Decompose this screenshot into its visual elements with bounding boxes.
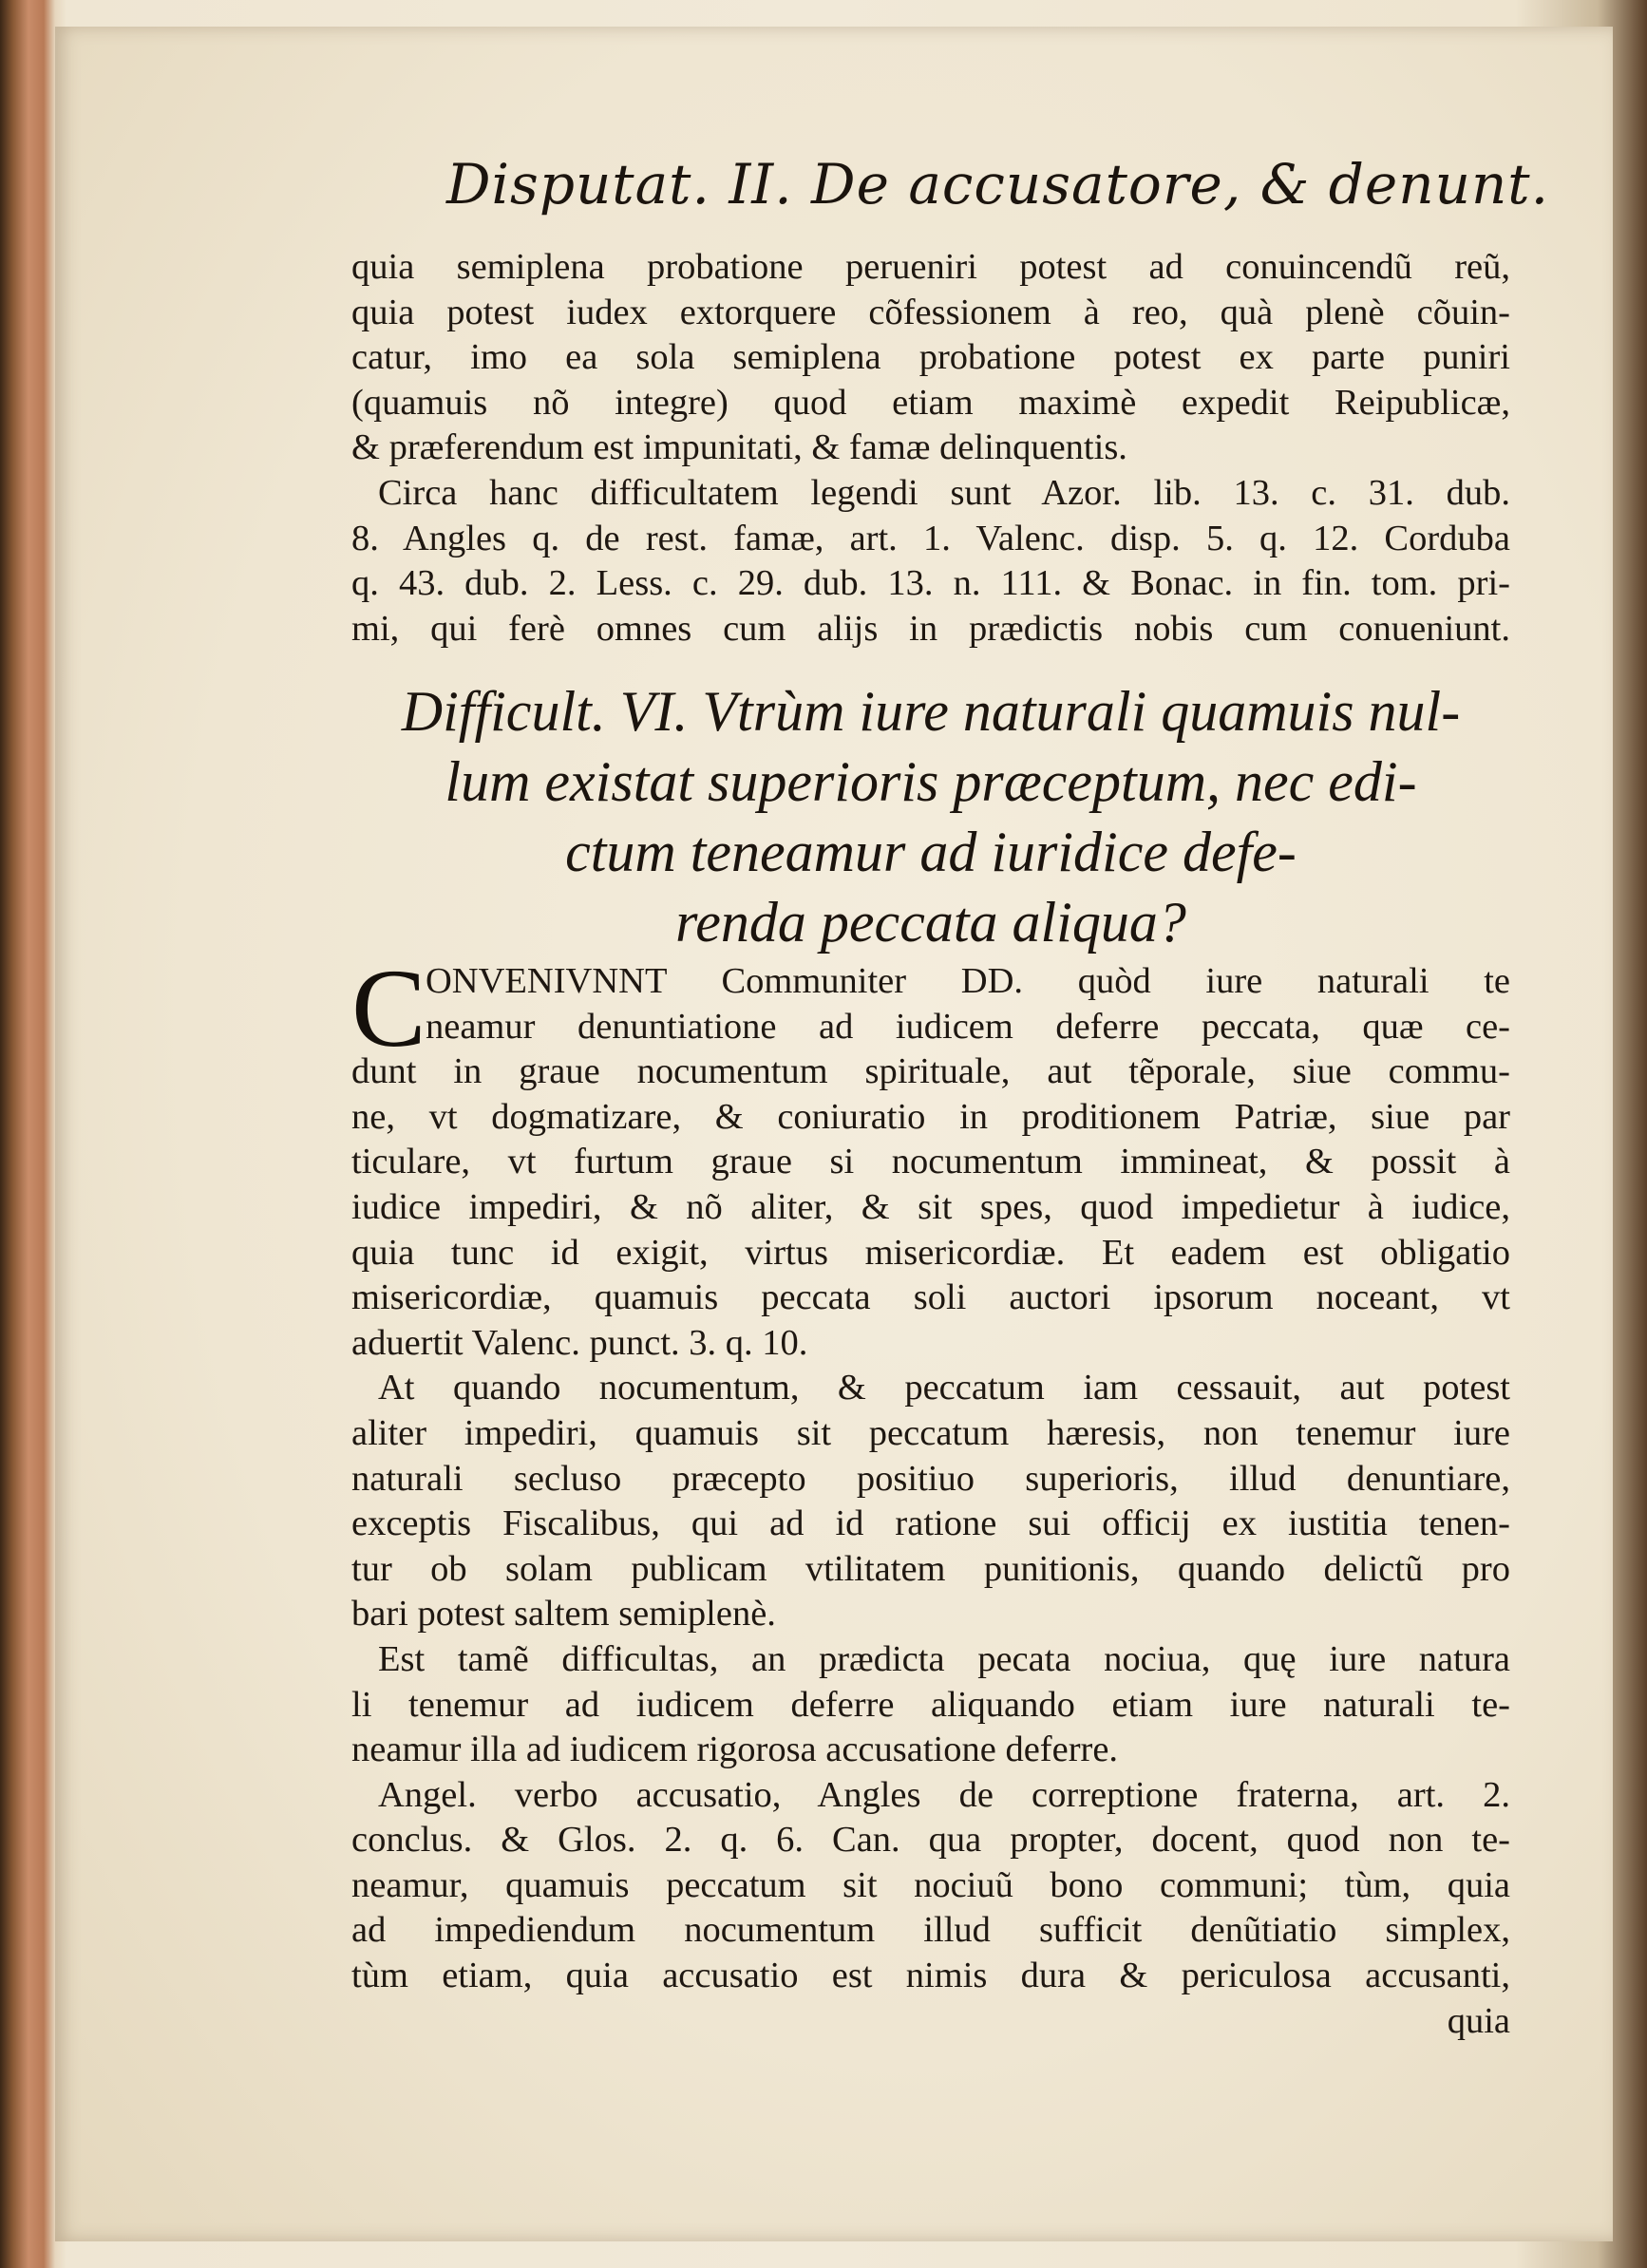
text-line: mi, qui ferè omnes cum alijs in prædictis nobis cum conueniunt. (351, 608, 1510, 649)
text-line: conclus. & Glos. 2. q. 6. Can. qua propter, docent, quod non te- (351, 1820, 1510, 1861)
text-line: Angel. verbo accusatio, Angles de correptione fraterna, art. 2. (378, 1774, 1510, 1815)
text-line: li tenemur ad iudicem deferre aliquando etiam iure naturali te- (351, 1684, 1510, 1725)
text-line: aduertit Valenc. punct. 3. q. 10. (351, 1322, 808, 1363)
text-line: tur ob solam publicam vtilitatem punitionis, quando delictũ pro (351, 1548, 1510, 1589)
text-line: ne, vt dogmatizare, & coniuratio in proditionem Patriæ, siue par (351, 1096, 1510, 1137)
title-line: lum existat superioris præceptum, nec edi- (445, 750, 1417, 813)
text-line: q. 43. dub. 2. Less. c. 29. dub. 13. n. 111. & Bonac. in fin. tom. pri- (351, 563, 1510, 604)
text-line: & præferendum est impunitati, & famæ delinquentis. (351, 427, 1127, 468)
title-line: Difficult. VI. Vtrùm iure naturali quamuis nul- (401, 680, 1461, 743)
text-line: ONVENIVNNT Communiter DD. quòd iure naturali te (426, 961, 1510, 1001)
text-line: naturali secluso præcepto positiuo superioris, illud denuntiare, (351, 1458, 1510, 1499)
top-text (351, 245, 1510, 652)
text-line: tùm etiam, quia accusatio est nimis dura & periculosa accusanti, (351, 1956, 1510, 1996)
text-line: neamur illa ad iudicem rigorosa accusatione deferre. (351, 1729, 1119, 1770)
text-line: Est tamẽ difficultas, an prædicta pecata nociua, quę iure natura (378, 1638, 1510, 1679)
text-line: dunt in graue nocumentum spirituale, aut tẽporale, siue commu- (351, 1051, 1510, 1092)
text-line: bari potest saltem semiplenè. (351, 1594, 776, 1635)
main-text (351, 946, 1510, 2044)
text-line: quia potest iudex extorquere cõfessionem à reo, quà plenè cõuin- (351, 292, 1510, 332)
text-line: Circa hanc difficultatem legendi sunt Azor. lib. 13. c. 31. dub. (378, 472, 1510, 513)
running-header: Disputat. II. De accusatore, & denunt. (446, 152, 1550, 217)
text-line: misericordiæ, quamuis peccata soli auctori ipsorum noceant, vt (351, 1277, 1510, 1318)
title-line: ctum teneamur ad iuridice defe- (565, 821, 1297, 883)
text-line: ad impediendum nocumentum illud sufficit denũtiatio simplex, (351, 1910, 1510, 1951)
text-line: exceptis Fiscalibus, qui ad id ratione sui officij ex iustitia tenen- (351, 1503, 1510, 1544)
text-line: quia tunc id exigit, virtus misericordiæ. Et eadem est obligatio (351, 1232, 1510, 1273)
text-line: At quando nocumentum, & peccatum iam cessauit, aut potest (378, 1368, 1510, 1408)
text-line: quia semiplena probatione perueniri potest ad conuincendũ reũ, (351, 247, 1510, 287)
catchword: quia (1447, 2000, 1510, 2041)
title-line: renda peccata aliqua? (675, 891, 1186, 954)
text-line: iudice impediri, & nõ aliter, & sit spes, quod impedietur à iudice, (351, 1186, 1510, 1227)
text-line: ticulare, vt furtum graue si nocumentum immineat, & possit à (351, 1142, 1510, 1182)
text-line: catur, imo ea sola semiplena probatione potest ex parte puniri (351, 337, 1510, 378)
difficulty-title (351, 676, 1510, 957)
text-line: neamur denuntiatione ad iudicem deferre peccata, quæ ce- (426, 1006, 1510, 1047)
text-line: 8. Angles q. de rest. famæ, art. 1. Valenc. disp. 5. q. 12. Corduba (351, 518, 1510, 558)
text-line: (quamuis nõ integre) quod etiam maximè expedit Reipublicæ, (351, 382, 1510, 423)
text-line: aliter impediri, quamuis sit peccatum hæresis, non tenemur iure (351, 1412, 1510, 1453)
text-line: neamur, quamuis peccatum sit nociuũ bono communi; tùm, quia (351, 1864, 1510, 1905)
drop-cap: C (351, 946, 426, 1070)
